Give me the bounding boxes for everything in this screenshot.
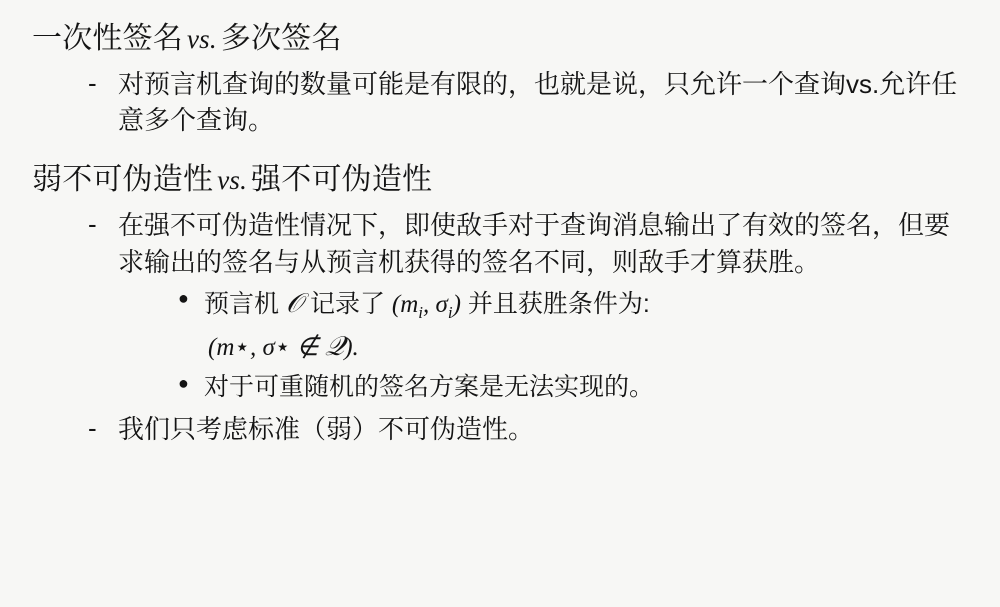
bullet-two-text: 在强不可伪造性情况下，即使敌手对于查询消息输出了有效的签名，但要求输出的签名与从预言机获得的签名不同，则敌手才算获胜。 — [118, 209, 951, 277]
section-unforgeability — [32, 161, 974, 448]
list-item — [88, 207, 974, 405]
bullet-dot-icon: ● — [178, 373, 189, 394]
sub-bullet-text-mid: 记录了 — [309, 289, 385, 318]
dash-marker: - — [88, 208, 97, 239]
sub-bullet-two-text: 对于可重随机的签名方案是无法实现的。 — [204, 373, 655, 402]
list-item — [176, 370, 974, 405]
heading-one-vs: vs. — [187, 24, 217, 54]
sub-bullet-list — [118, 285, 974, 406]
bullet-one-text-before: 对预言机查询的数量可能是有限的，也就是说，只允许一个查询 — [118, 68, 847, 99]
message-signature-pair: ($m_i$, $\sigma_i$) — [391, 290, 461, 322]
sub-bullet-text-before: 预言机 — [204, 289, 280, 318]
bullet-list-one — [32, 66, 974, 140]
list-item — [88, 66, 974, 140]
heading-two-vs: vs. — [217, 165, 248, 196]
bullet-one-vs: vs. — [846, 68, 880, 99]
page-title-one-time — [32, 20, 974, 58]
list-item — [176, 285, 974, 367]
dash-marker: - — [88, 67, 97, 98]
bullet-dot-icon: ● — [178, 287, 189, 308]
bullet-list-two — [32, 207, 974, 448]
sub-bullet-text-after: 并且获胜条件为: — [467, 289, 650, 318]
list-item — [88, 411, 974, 448]
heading-two-after: 强不可伪造性 — [251, 163, 433, 197]
bullet-one-text-after: 允许任意多个查询。 — [118, 68, 958, 136]
heading-two-before: 弱不可伪造性 — [32, 163, 214, 197]
dash-marker: - — [88, 413, 97, 444]
oracle-symbol: 𝒪 — [285, 287, 303, 318]
winning-condition-formula — [204, 328, 974, 366]
heading-one-before: 一次性签名 — [32, 22, 183, 55]
heading-one-after: 多次签名 — [220, 22, 342, 55]
page-title-unforgeability — [32, 161, 974, 199]
bullet-three-text: 我们只考虑标准（弱）不可伪造性。 — [118, 414, 535, 445]
winning-condition-math: (m⋆, σ⋆ ∉ 𝒬). — [208, 331, 359, 362]
section-one-time-signature — [32, 20, 974, 139]
